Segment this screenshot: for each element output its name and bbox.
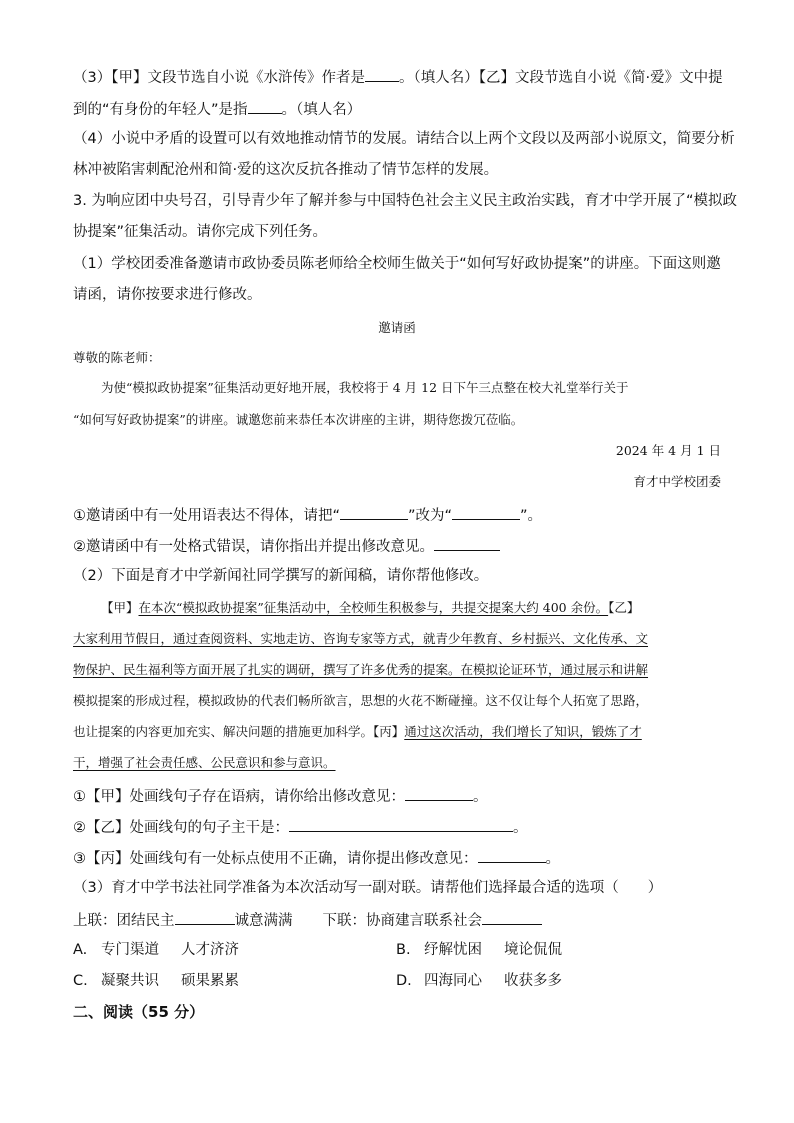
option-a[interactable] xyxy=(73,940,239,960)
couplet-line xyxy=(73,909,542,931)
news-line4: 模拟提案的形成过程，模拟政协的代表们畅所欲言，思想的火花不断碰撞。这不仅让每个人拓宽了思路， xyxy=(73,693,649,708)
q3-line1: 3. 为响应团中央号召，引导青少年了解并参与中国特色社会主义民主政治实践，育才中学开展了“模拟政 xyxy=(73,193,737,209)
option-c-word1: 凝聚共识 xyxy=(101,973,159,989)
inv-task-1 xyxy=(73,504,542,526)
sub2-q3 xyxy=(73,847,560,869)
option-b-word2: 境论侃侃 xyxy=(504,942,562,958)
answer-blank[interactable] xyxy=(365,66,399,82)
underlined-sentence-bing: 通过这次活动，我们增长了知识，锻炼了才 xyxy=(404,724,642,739)
sub2-q2-end: 。 xyxy=(513,820,528,836)
underlined-sentence-jia: 在本次“模拟政协提案”征集活动中，全校师生积极参与，共提交提案大约 400 余份。 xyxy=(138,600,609,615)
news-line1 xyxy=(101,598,639,618)
news-line2: 大家利用节假日，通过查阅资料、实地走访、咨询专家等方式，就青少年教育、乡村振兴、文化传承、文 xyxy=(73,631,649,646)
invitation-body-line2: “如何写好政协提案”的讲座。诚邀您前来恭任本次讲座的主讲，期待您拨冗莅临。 xyxy=(73,412,524,427)
answer-blank[interactable] xyxy=(478,847,546,863)
inv-task-2-text: ②邀请函中有一处格式错误，请你指出并提出修改意见。 xyxy=(73,539,434,555)
marker-yi: 【乙】 xyxy=(608,600,640,615)
option-c[interactable] xyxy=(73,971,239,991)
sub2-q1-end: 。 xyxy=(473,789,488,805)
q3-sub1-line1: （1）学校团委准备邀请市政协委员陈老师给全校师生做关于“如何写好政协提案”的讲座。下面这则邀 xyxy=(73,256,721,272)
answer-blank[interactable] xyxy=(452,504,520,520)
q3-4-line1: （4）小说中矛盾的设置可以有效地推动情节的发展。请结合以上两个文段以及两部小说原文，简要分析 xyxy=(73,131,735,147)
option-b-word1: 纾解忧困 xyxy=(424,942,482,958)
answer-blank[interactable] xyxy=(248,98,282,114)
inv-task-1-b: ”改为“ xyxy=(408,508,453,524)
option-c-word2: 硕果累累 xyxy=(181,973,239,989)
answer-blank[interactable] xyxy=(340,504,408,520)
q3-3-line1 xyxy=(73,66,723,88)
q3-3-line2 xyxy=(73,98,361,120)
invitation-date: 2024 年 4 月 1 日 xyxy=(615,443,721,458)
invitation-body-line1: 为使“模拟政协提案”征集活动更好地开展，我校将于 4 月 12 日下午三点整在校大礼堂举行关于 xyxy=(101,380,629,395)
sub2-q2-text: ②【乙】处画线句的句子主干是： xyxy=(73,820,289,836)
inv-task-1-c: ”。 xyxy=(520,508,543,524)
news-line3: 物保护、民生福利等方面开展了扎实的调研，撰写了许多优秀的提案。在模拟论证环节，通过展示和讲解 xyxy=(73,662,649,677)
option-c-label: C. xyxy=(73,973,88,989)
option-d-label: D. xyxy=(396,973,412,989)
invitation-salutation: 尊敬的陈老师： xyxy=(73,350,161,365)
sub3-stem: （3）育才中学书法社同学准备为本次活动写一副对联。请帮他们选择最合适的选项（ ） xyxy=(73,880,663,896)
invitation-title: 邀请函 xyxy=(378,320,416,335)
option-d-word1: 四海同心 xyxy=(424,973,482,989)
q3-3-text-a: （3）【甲】文段节选自小说《水浒传》作者是 xyxy=(73,70,365,86)
inv-task-2 xyxy=(73,535,500,557)
upper-couplet-a: 上联：团结民主 xyxy=(73,913,175,929)
sub2-q3-end: 。 xyxy=(545,851,560,867)
sub2-q3-text: ③【丙】处画线句有一处标点使用不正确，请你提出修改意见： xyxy=(73,851,478,867)
news-line6: 干，增强了社会责任感、公民意识和参与意识。 xyxy=(73,755,336,770)
invitation-signer: 育才中学校团委 xyxy=(633,474,721,489)
sub2-intro: （2）下面是育才中学新闻社同学撰写的新闻稿，请你帮他修改。 xyxy=(73,568,489,584)
option-d[interactable] xyxy=(396,971,562,991)
q3-line2: 协提案”征集活动。请你完成下列任务。 xyxy=(73,224,328,240)
sub2-q1-text: ①【甲】处画线句子存在语病，请你给出修改意见： xyxy=(73,789,405,805)
option-d-word2: 收获多多 xyxy=(504,973,562,989)
option-a-word2: 人才济济 xyxy=(181,942,239,958)
answer-blank[interactable] xyxy=(405,785,473,801)
sub2-q1 xyxy=(73,785,488,807)
news-line5-a: 也让提案的内容更加充实、解决问题的措施更加科学。【丙】 xyxy=(73,724,405,739)
answer-blank[interactable] xyxy=(289,816,513,832)
lower-couplet: 下联：协商建言联系社会 xyxy=(322,913,482,929)
option-b[interactable] xyxy=(396,940,562,960)
answer-blank[interactable] xyxy=(175,909,235,925)
option-b-label: B. xyxy=(396,942,411,958)
answer-blank[interactable] xyxy=(434,535,500,551)
upper-couplet-b: 诚意满满 xyxy=(234,913,293,929)
answer-blank[interactable] xyxy=(482,909,542,925)
sub2-q2 xyxy=(73,816,528,838)
news-line5 xyxy=(73,722,642,742)
q3-sub1-line2: 请函，请你按要求进行修改。 xyxy=(73,287,262,303)
q3-3-text-b: 。（填人名）【乙】文段节选自小说《简·爱》文中提 xyxy=(398,70,723,86)
inv-task-1-a: ①邀请函中有一处用语表达不得体，请把“ xyxy=(73,508,341,524)
section2-heading: 二、阅读（55 分） xyxy=(73,1003,205,1021)
option-a-word1: 专门渠道 xyxy=(101,942,159,958)
q3-4-line2: 林冲被陷害刺配沧州和简·爱的这次反抗各推动了情节怎样的发展。 xyxy=(73,162,499,178)
marker-jia: 【甲】 xyxy=(101,600,139,615)
q3-3-text-c: 到的“有身份的年轻人”是指 xyxy=(73,102,248,118)
q3-3-text-d: 。（填人名） xyxy=(281,102,362,118)
option-a-label: A. xyxy=(73,942,88,958)
